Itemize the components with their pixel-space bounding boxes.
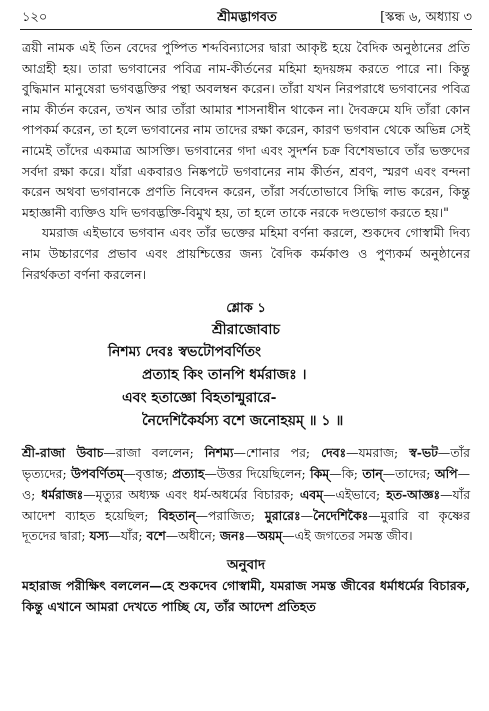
- running-title: শ্রীমদ্ভাগবত: [217, 10, 277, 25]
- synonym-word: এবম্: [299, 486, 324, 502]
- synonym-word: মুরারেঃ: [264, 507, 301, 523]
- synonym-word: বিহতান্: [158, 507, 196, 523]
- synonym-meaning: তাদের: [395, 465, 427, 481]
- page-header: [22, 6, 472, 30]
- synonym-meaning: বৃত্তান্ত: [135, 465, 164, 481]
- translation-heading: অনুবাদ: [227, 557, 265, 574]
- synonym-meaning: এই জগতের সমস্ত জীব: [294, 528, 409, 544]
- synonym-word: অয়ম্: [257, 528, 283, 544]
- sloka-speaker: শ্রীরাজোবাচ: [212, 322, 280, 339]
- synonyms-block: শ্রী-রাজা উবাচ—রাজা বললেন; নিশম্য—শোনার পর; দেবঃ—যমরাজ; স্ব-ভট—তাঁর ভৃত্যদের; উপবর্ণিতম্—বৃত্তান্ত; প্রত্যাহ—উত্তর দিয়েছিলেন; কিম্—কি; তান্—তাদের; অপি—ও; ধর্মরাজঃ—মৃত্যুর অধ্যক্ষ এবং ধর্ম-অধর্মের বিচারক; এবম্—এইভাবে; হত-আজ্ঞঃ—যাঁর আদেশ ব্যাহত হয়েছিল; বিহতান্—পরাজিত; মুরারেঃ—নৈদেশিকৈঃ—মুরারি বা কৃষ্ণের দূতদের দ্বারা; যস্য—যাঁর; বশে—অধীনে; জনঃ—অয়ম্—এই জগতের সমস্ত জীব।: [22, 445, 471, 544]
- verse-line-3: এবং হতাজ্ঞো বিহতান্মুরারে-: [122, 390, 277, 407]
- synonym-word: তান্: [362, 465, 383, 481]
- synonym-meaning: ও: [22, 486, 32, 502]
- synonym-word: স্ব-ভট: [409, 445, 438, 461]
- synonym-word: অপি: [434, 465, 458, 481]
- synonym-word: যস্য: [89, 528, 109, 544]
- synonym-meaning: যমরাজ: [358, 445, 395, 461]
- sloka-heading: শ্লোক ১: [226, 301, 266, 317]
- page-number: ১২০: [22, 10, 48, 25]
- verse-line-2: প্রত্যাহ কিং তানপি ধর্মরাজঃ ।: [142, 367, 307, 384]
- synonym-meaning: যাঁর: [120, 528, 139, 544]
- synonym-meaning: যাঁর আদেশ ব্যাহত হয়েছিল: [22, 486, 471, 523]
- synonym-meaning: এইভাবে: [335, 486, 377, 502]
- synonym-meaning: কি: [341, 465, 354, 481]
- synonym-word: উপবর্ণিতম্: [71, 465, 124, 481]
- synonym-word: বশে: [146, 528, 166, 544]
- synonym-meaning: পরাজিত: [208, 507, 251, 523]
- verse-line-1: নিশম্য দেবঃ স্বভটোপবর্ণিতং: [108, 344, 262, 361]
- purport-paragraph-1: ত্রয়ী নামক এই তিন বেদের পুষ্পিত শব্দবিন্যাসের দ্বারা আকৃষ্ট হয়ে বৈদিক অনুষ্ঠানের প্রতি আগ্রহী হয়। তারা ভগবানের পবিত্র নাম-কীর্তনের মহিমা হৃদয়ঙ্গম করতে পারে না। কিন্তু বুদ্ধিমান মানুষেরা ভগবদ্ভক্তির পন্থা অবলম্বন করেন। তাঁরা যখন নিরপরাধে ভগবানের পবিত্র নাম কীর্তন করেন, তখন আর তাঁরা আমার শাসনাধীন থাকেন না। দৈবক্রমে যদি তাঁরা কোন পাপকর্ম করেন, তা হলে ভগবানের নাম তাদের রক্ষা করেন, কারণ ভগবান থেকে অভিন্ন সেই নামেই তাঁদের একমাত্র আসক্তি। ভগবানের গদা এবং সুদর্শন চক্র বিশেষভাবে তাঁর ভক্তদের সর্বদা রক্ষা করে। যাঁরা একবারও নিষ্কপটে ভগবানের নাম কীর্তন, শ্রবণ, স্মরণ এবং বন্দনা করেন অথবা ভগবানকে প্রণতি নিবেদন করেন, তাঁরা সর্বতোভাবে সিদ্ধি লাভ করেন, কিন্তু মহাজ্ঞানী ব্যক্তিও যদি ভগবদ্ভক্তি-বিমুখ হয়, তা হলে তাকে নরকে দণ্ডভোগ করতে হয়।": [22, 40, 470, 220]
- synonym-word: প্রত্যাহ: [172, 465, 205, 481]
- synonym-meaning: অধীনে: [178, 528, 212, 544]
- verse-line-4: নৈদেশিকৈর্যস্য বশে জনোহয়ম্ ॥ ১ ॥: [142, 413, 344, 430]
- header-rule: [20, 29, 472, 30]
- synonym-word: নৈদেশিকৈঃ: [313, 507, 369, 523]
- synonym-word: ধর্মরাজঃ: [41, 486, 84, 502]
- page-body: [22, 38, 470, 617]
- synonym-word: জনঃ: [219, 528, 245, 544]
- synonym-word: দেবঃ: [321, 445, 347, 461]
- synonym-meaning: তাঁর ভৃত্যদের: [22, 445, 471, 481]
- translation-text: মহারাজ পরীক্ষিৎ বললেন—হে শুকদেব গোস্বামী, যমরাজ সমস্ত জীবের ধর্মাধর্মের বিচারক, কিন্তু এখানে আমরা দেখতে পাচ্ছি যে, তাঁর আদেশ প্রতিহত: [22, 578, 470, 615]
- canto-chapter-reference: [স্কন্ধ ৬, অধ্যায় ৩: [380, 10, 472, 25]
- synonym-word: নিশম্য: [204, 445, 234, 461]
- synonym-meaning: শোনার পর: [245, 445, 306, 461]
- purport-paragraph-2: যমরাজ এইভাবে ভগবান এবং তাঁর ভক্তের মহিমা বর্ণনা করলে, শুকদেব গোস্বামী দিব্য নাম উচ্চারণের প্রভাব এবং প্রায়শ্চিত্তের জন্য বৈদিক কর্মকাণ্ড ও পুণ্যকর্ম অনুষ্ঠানের নিরর্থকতা বর্ণনা করলেন।: [22, 225, 470, 282]
- synonym-word: শ্রী-রাজা উবাচ: [22, 445, 104, 461]
- synonym-word: কিম্: [310, 465, 330, 481]
- synonym-word: হত-আজ্ঞঃ: [386, 486, 441, 502]
- synonym-meaning: রাজা বললেন: [115, 445, 190, 461]
- synonym-meaning: মৃত্যুর অধ্যক্ষ এবং ধর্ম-অধর্মের বিচারক: [95, 486, 290, 502]
- synonym-meaning: মুরারি বা কৃষ্ণের দূতদের দ্বারা: [22, 507, 470, 544]
- synonym-meaning: উত্তর দিয়েছিলেন: [216, 465, 302, 481]
